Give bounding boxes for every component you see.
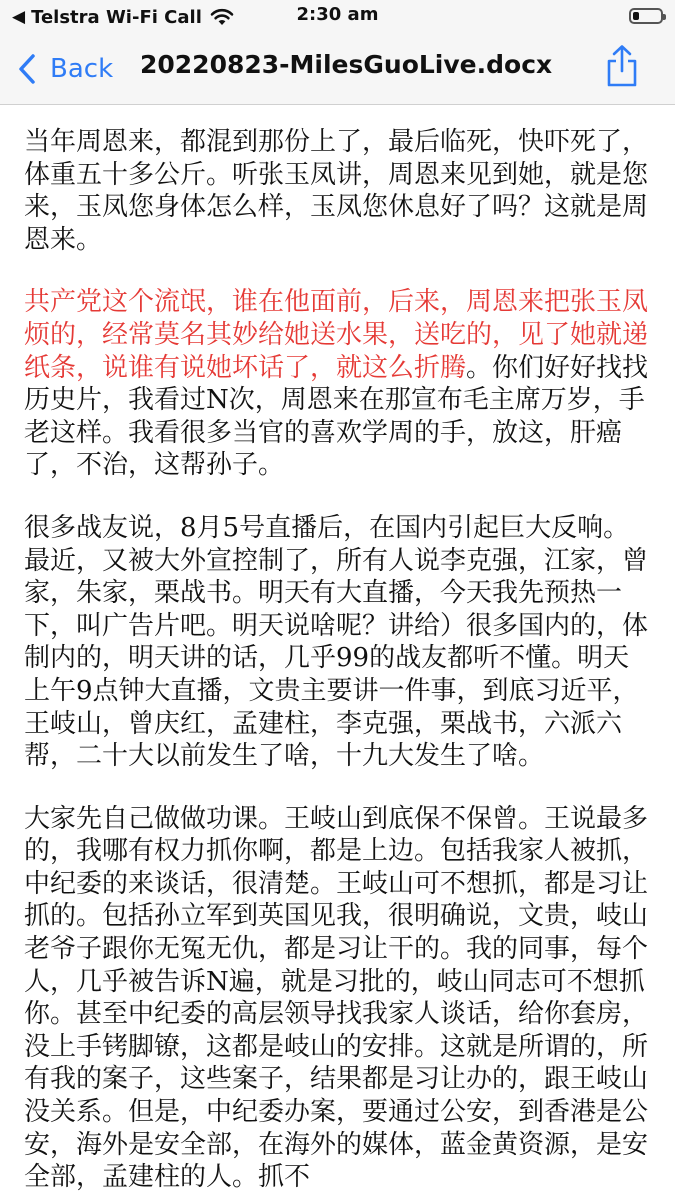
status-bar	[0, 0, 675, 34]
highlighted-text: 共产党这个流氓，谁在他面前，后来，周恩来把张玉凤烦的，经常莫名其妙给她送水果，送吃的，见了她就递纸条，说谁有说她坏话了，就这么折腾	[24, 287, 649, 383]
chevron-left-icon	[18, 53, 36, 85]
paragraph-1: 当年周恩来，都混到那份上了，最后临死，快吓死了，体重五十多公斤。听张玉凤讲，周恩来见到她，就是您来，玉凤您身体怎么样，玉凤您休息好了吗？这就是周恩来。	[24, 127, 649, 255]
back-to-app-icon[interactable]: ◀	[12, 7, 26, 27]
status-time: 2:30 am	[296, 4, 379, 25]
document-body	[24, 126, 649, 1200]
back-button[interactable]	[18, 48, 113, 90]
paragraph-4: 大家先自己做做功课。王岐山到底保不保曾。王说最多的，我哪有权力抓你啊，都是上边。包括我家人被抓，中纪委的来谈话，很清楚。王岐山可不想抓，都是习让抓的。包括孙立军到英国见我，很明确说，文贵，岐山老爷子跟你无冤无仇，都是习让干的。我的同事，每个人，几乎被告诉N遍，就是习批的，岐山同志可不想抓你。甚至中纪委的高层领导找我家人谈话，给你套房，没上手铐脚镣，这都是岐山的安排。这就是所谓的，所有我的案子，这些案子，结果都是习让办的，跟王岐山没关系。但是，中纪委办案，要通过公安，到香港是公安，海外是安全部，在海外的媒体，蓝金黄资源，是安全部，孟建柱的人。抓不	[24, 803, 649, 1193]
nav-bar	[0, 34, 675, 105]
document-title: 20220823-MilesGuoLive.docx	[140, 50, 553, 79]
share-icon[interactable]	[605, 44, 639, 88]
battery-icon	[629, 8, 663, 24]
paragraph-3: 很多战友说，8月5号直播后，在国内引起巨大反响。最近，又被大外宣控制了，所有人说李克强，江家，曾家，朱家，栗战书。明天有大直播，今天我先预热一下，叫广告片吧。明天说啥呢？讲给）很多国内的，体制内的，明天讲的话，几乎99的战友都听不懂。明天上午9点钟大直播，文贵主要讲一件事，到底习近平，王岐山，曾庆红，孟建柱，李克强，栗战书，六派六帮，二十大以前发生了啥，十九大发生了啥。	[24, 512, 649, 772]
carrier-label: Telstra Wi-Fi Call	[31, 6, 202, 28]
back-label: Back	[50, 54, 114, 84]
paragraph-2	[24, 286, 649, 482]
paragraph-2-text: 。你们好好找找历史片，我看过N次，周恩来在那宣布毛主席万岁，手老这样。我看很多当官的喜欢学周的手，放这，肝癌了，不治，这帮孙子。	[24, 352, 649, 481]
